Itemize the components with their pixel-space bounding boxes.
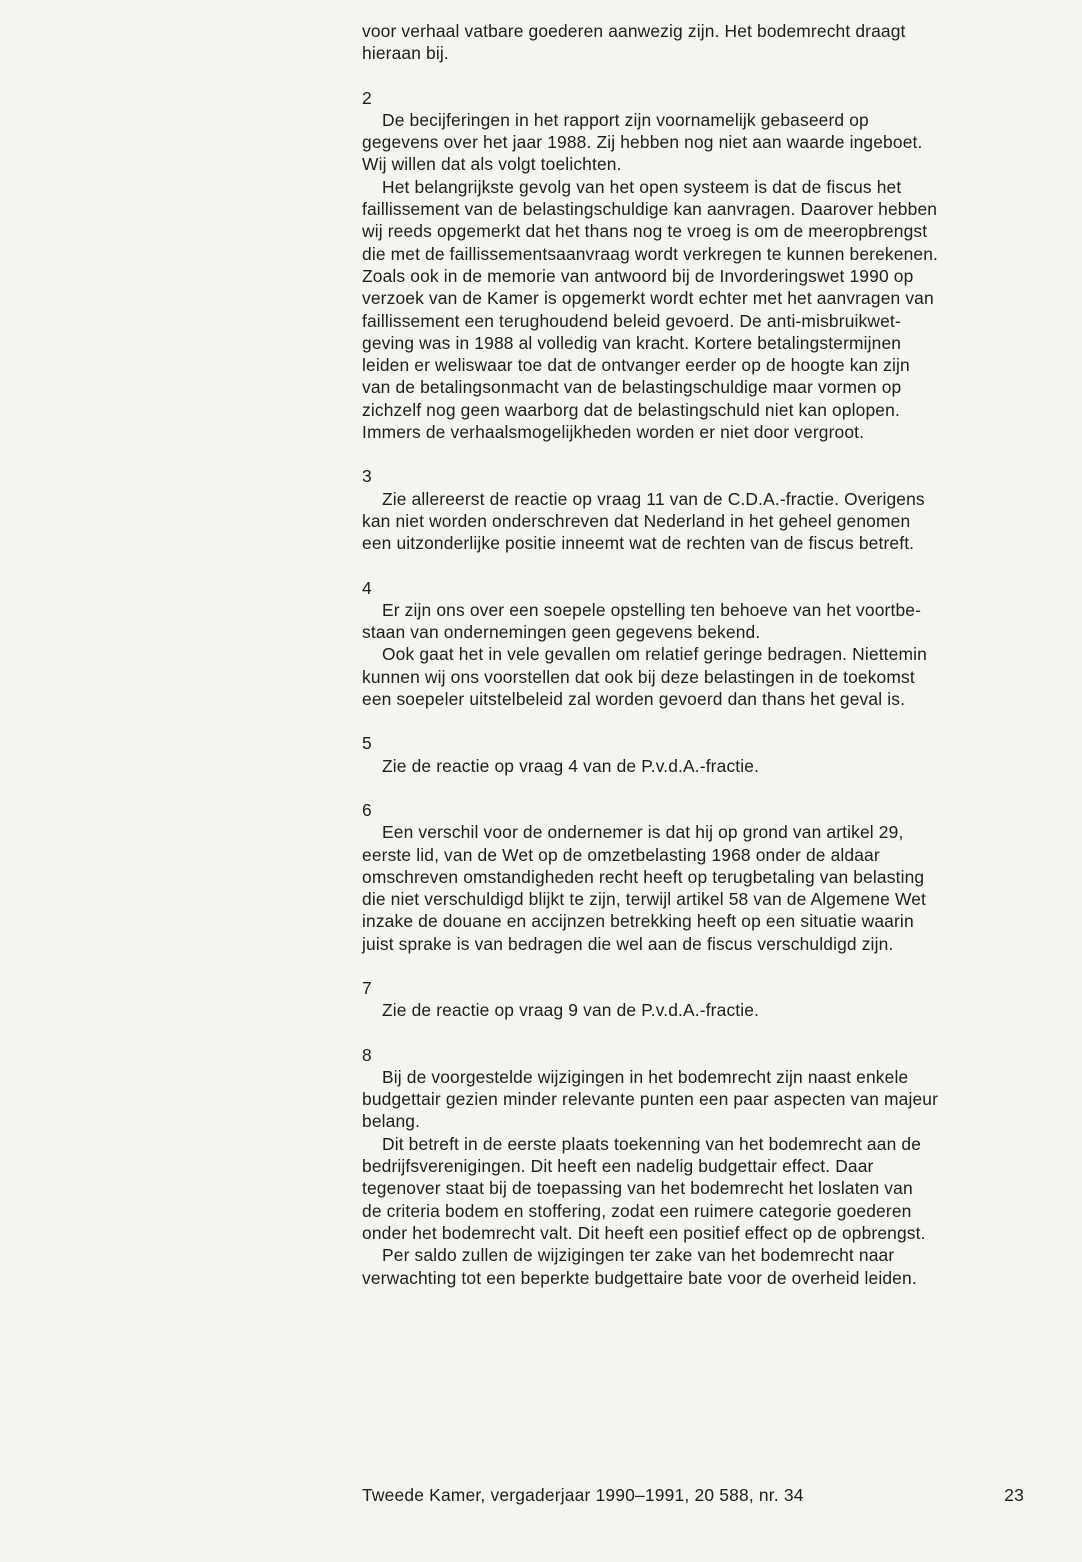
section-5 <box>362 732 1032 777</box>
section-paragraph: Ook gaat het in vele gevallen om relatief geringe bedragen. Niettemin kunnen wij ons voorstellen dat ook bij deze belastingen in de toekomst een soepeler uitstelbeleid zal worden gevoerd dan thans het geval is. <box>362 644 927 710</box>
continued-paragraph: voor verhaal vatbare goederen aanwezig zijn. Het bodemrecht draagt hieraan bij. <box>362 21 906 64</box>
section-3 <box>362 465 1032 554</box>
section-paragraph: Het belangrijkste gevolg van het open systeem is dat de fiscus het faillissement van de belastingschuldige kan aanvragen. Daarover hebben wij reeds opgemerkt dat het thans nog te vroeg is om de meeropbrengst die met de faillissementsaanvraag wordt verkregen te kunnen berekenen. Zoals ook in de memorie van antwoord bij de Invorderingswet 1990 op verzoek van de Kamer is opgemerkt wordt echter met het aanvragen van faillissement een terughoudend beleid gevoerd. De anti-misbruikwet- geving was in 1988 al volledig van kracht. Kortere betalingstermijnen leiden er weliswaar toe dat de ontvanger eerder op de hoogte kan zijn van de betalingsonmacht van de belastingschuldige maar vormen op zichzelf nog geen waarborg dat de belastingschuld niet kan oplopen. Immers de verhaalsmogelijkheden worden er niet door vergroot. <box>362 176 939 443</box>
section-paragraph: Een verschil voor de ondernemer is dat hij op grond van artikel 29, eerste lid, van de Wet op de omzetbelasting 1968 onder de aldaar omschreven omstandigheden recht heeft op terugbetaling van belasting die niet verschuldigd blijkt te zijn, terwijl artikel 58 van de Algemene Wet inzake de douane en accijnzen betrekking heeft op een situatie waarin juist sprake is van bedragen die wel aan de fiscus verschuldigd zijn. <box>362 822 926 954</box>
section-8 <box>362 1044 1032 1289</box>
section-paragraph: Zie de reactie op vraag 9 van de P.v.d.A.-fractie. <box>382 1000 760 1021</box>
section-7 <box>362 977 1032 1022</box>
section-number: 5 <box>362 733 372 754</box>
section-paragraph: Per saldo zullen de wijzigingen ter zake van het bodemrecht naar verwachting tot een beperkte budgettaire bate voor de overheid leiden. <box>362 1245 917 1288</box>
section-6 <box>362 799 1032 955</box>
page-number: 23 <box>1004 1485 1024 1505</box>
section-paragraph: De becijferingen in het rapport zijn voornamelijk gebaseerd op gegevens over het jaar 1988. Zij hebben nog niet aan waarde ingeboet. Wij willen dat als volgt toelichten. <box>362 109 923 175</box>
section-4 <box>362 577 1032 711</box>
page-footer <box>362 1484 1024 1506</box>
text-column <box>362 20 1032 1289</box>
section-2 <box>362 87 1032 444</box>
section-paragraph: Zie de reactie op vraag 4 van de P.v.d.A.-fractie. <box>382 755 760 776</box>
section-paragraph: Bij de voorgestelde wijzigingen in het bodemrecht zijn naast enkele budgettair gezien minder relevante punten een paar aspecten van majeur belang. <box>362 1066 939 1132</box>
section-number: 8 <box>362 1044 372 1065</box>
section-paragraph: Er zijn ons over een soepele opstelling ten behoeve van het voortbe- staan van ondernemingen geen gegevens bekend. <box>362 599 922 643</box>
section-number: 4 <box>362 577 372 598</box>
section-number: 3 <box>362 466 372 487</box>
footer-citation: Tweede Kamer, vergaderjaar 1990–1991, 20 588, nr. 34 <box>362 1485 804 1505</box>
section-paragraph: Zie allereerst de reactie op vraag 11 van de C.D.A.-fractie. Overigens kan niet worden onderschreven dat Nederland in het geheel genomen een uitzonderlijke positie inneemt wat de rechten van de fiscus betreft. <box>362 488 925 554</box>
section-number: 2 <box>362 87 372 108</box>
section-number: 6 <box>362 799 372 820</box>
section-paragraph: Dit betreft in de eerste plaats toekenning van het bodemrecht aan de bedrijfsverenigingen. Dit heeft een nadelig budgettair effect. Daar tegenover staat bij de toepassing van het bodemrecht het loslaten van de criteria bodem en stoffering, zodat een ruimere categorie goederen onder het bodemrecht valt. Dit heeft een positief effect op de opbrengst. <box>362 1133 926 1243</box>
section-number: 7 <box>362 977 372 998</box>
